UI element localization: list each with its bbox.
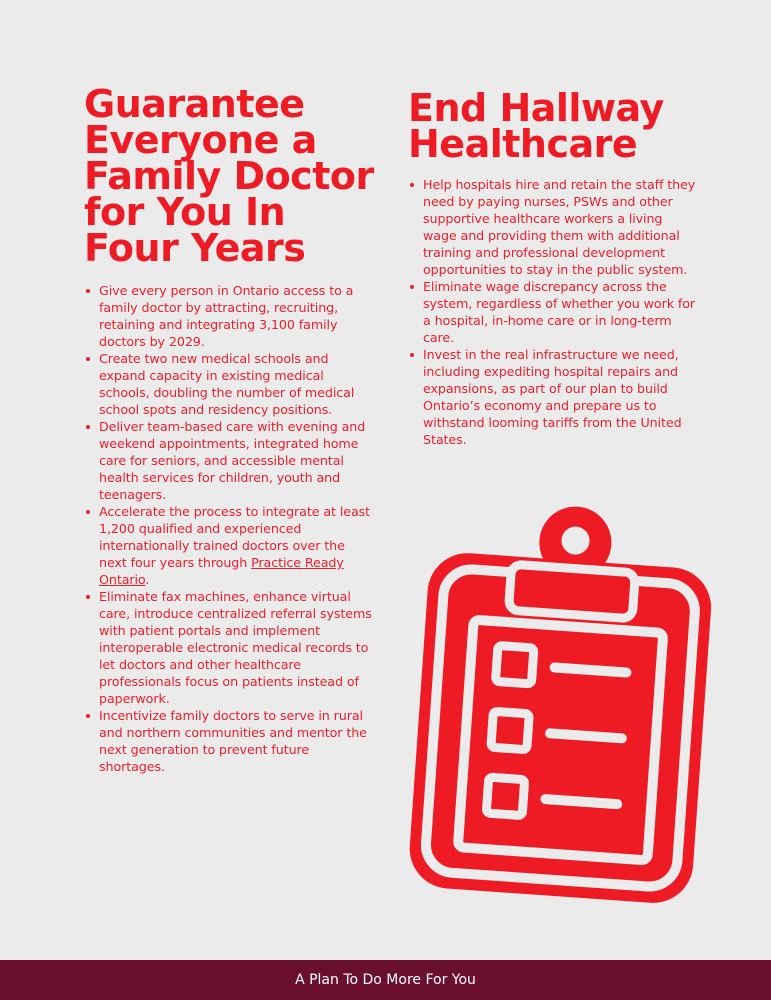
list-item: Eliminate fax machines, enhance virtual care, introduce centralized referral systems with patient portals and implement interoperable electronic medical records to let doctors and other healthcare professionals focus on patients instead of paperwork. <box>99 588 374 707</box>
left-column <box>84 82 374 775</box>
list-item: Deliver team-based care with evening and weekend appointments, integrated home care for seniors, and accessible mental health services for children, youth and teenagers. <box>99 418 374 503</box>
list-item: Give every person in Ontario access to a family doctor by attracting, recruiting, retaining and integrating 3,100 family doctors by 2029. <box>99 282 374 350</box>
list-item: Incentivize family doctors to serve in rural and northern communities and mentor the next generation to prevent future shortages. <box>99 707 374 775</box>
family-doctor-heading: Guarantee Everyone a Family Doctor for You In Four Years <box>84 82 374 270</box>
list-item: Eliminate wage discrepancy across the system, regardless of whether you work for a hospital, in-home care or in long-term care. <box>423 278 698 346</box>
footer-banner <box>0 960 771 1000</box>
right-column <box>408 86 698 448</box>
hallway-healthcare-list <box>408 176 698 448</box>
practice-ready-ontario-link[interactable]: Practice Ready Ontario <box>99 555 344 587</box>
list-item: Create two new medical schools and expand capacity in existing medical schools, doubling the number of medical school spots and residency positions. <box>99 350 374 418</box>
list-item: Accelerate the process to integrate at least 1,200 qualified and experienced internationally trained doctors over the next four years through Practice Ready Ontario. <box>99 503 374 588</box>
family-doctor-list <box>84 282 374 775</box>
clipboard-checklist-icon <box>406 500 716 910</box>
list-item: Help hospitals hire and retain the staff they need by paying nurses, PSWs and other supportive healthcare workers a living wage and providing them with additional training and professional development opportunities to stay in the public system. <box>423 176 698 278</box>
list-item: Invest in the real infrastructure we need, including expediting hospital repairs and expansions, as part of our plan to build Ontario’s economy and prepare us to withstand looming tariffs from the United States. <box>423 346 698 448</box>
hallway-healthcare-heading: End Hallway Healthcare <box>408 86 664 166</box>
footer-tagline: A Plan To Do More For You <box>295 972 476 988</box>
